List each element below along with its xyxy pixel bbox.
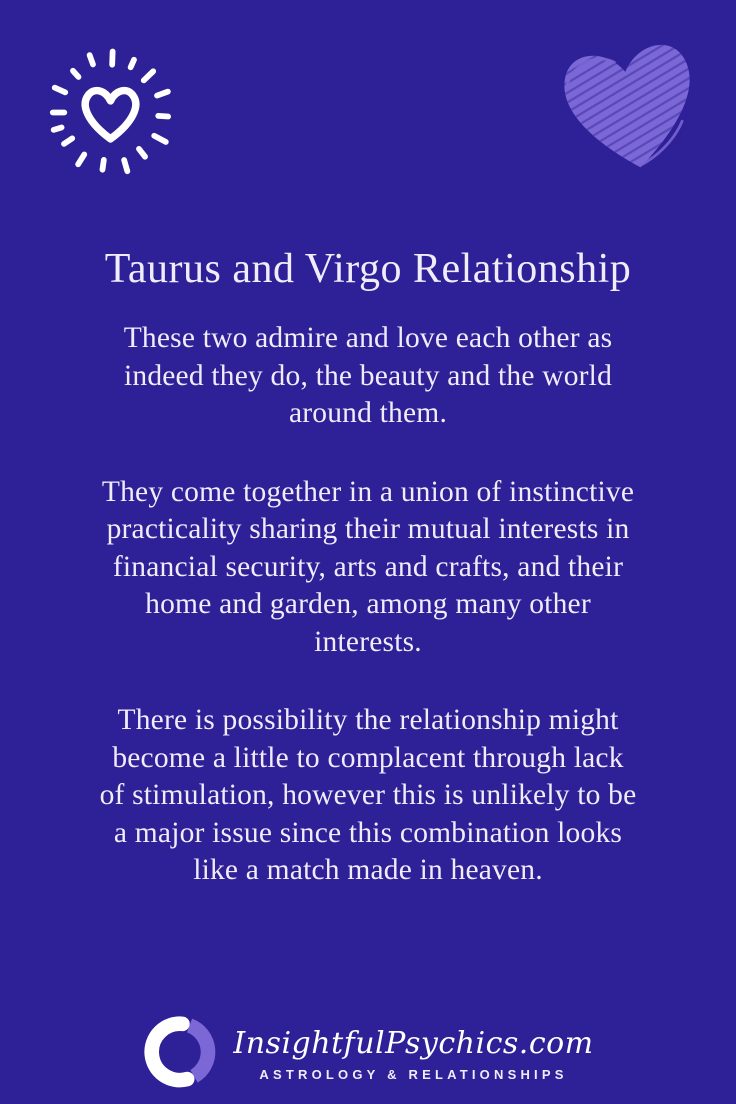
paragraph-line: a major issue since this combination looks [113,816,623,849]
brand-tagline: ASTROLOGY & RELATIONSHIPS [259,1067,568,1082]
brand-name: InsightfulPsychics.com [233,1026,594,1061]
ring-logo-icon [142,1014,220,1092]
paragraph-line: become a little to complacent through lack [112,741,624,774]
brand-footer [0,1014,736,1092]
paragraph-line: financial security, arts and crafts, and their [112,550,624,583]
paragraph-line: These two admire and love each other as [123,322,613,354]
paragraph-line: There is possibility the relationship might [117,704,619,736]
paragraph-line: like a match made in heaven. [193,854,543,886]
article-body [0,320,736,931]
paragraph-line: indeed they do, the beauty and the world [123,359,613,392]
paragraph-line: home and garden, among many other [145,588,591,620]
paragraph-line: interests. [314,625,422,658]
paragraph-line: of stimulation, however this is unlikely to be [99,779,637,811]
paragraph-line: practicality sharing their mutual interests in [106,513,630,545]
heart-burst-icon [28,30,193,195]
paragraph-line: around them. [288,397,448,429]
paragraph [0,320,736,433]
page-title: Taurus and Virgo Relationship [104,246,632,292]
brand-text-block [233,1024,593,1082]
paragraph-line: They come together in a union of instinctive [101,475,635,508]
paragraph [0,702,736,890]
scribble-heart-icon [538,18,724,188]
paragraph [0,474,736,662]
